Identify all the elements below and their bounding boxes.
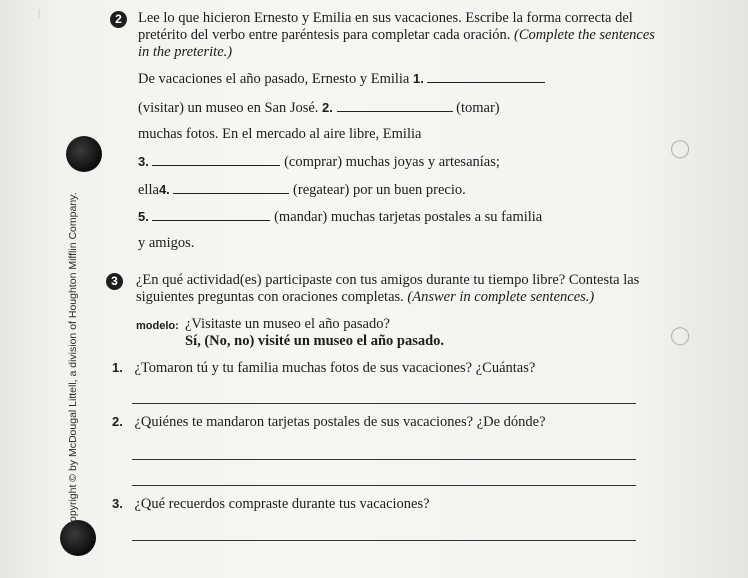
sentence-text: (regatear) por un buen precio. <box>293 182 466 198</box>
question-number: 3. <box>112 496 123 511</box>
instruction-english: (Answer in complete sentences.) <box>407 289 595 305</box>
question-3 <box>112 496 430 513</box>
modelo-answer: Sí, (No, no) visité un museo el año pasado. <box>185 333 445 349</box>
question-number: 1. <box>112 360 123 375</box>
modelo-question: ¿Visitaste un museo el año pasado? <box>185 316 390 332</box>
answer-line[interactable] <box>132 540 636 541</box>
sentence-text: (comprar) muchas joyas y artesanías; <box>284 154 500 170</box>
answer-blank-3[interactable] <box>152 153 280 166</box>
instruction-line: ¿En qué actividad(es) participaste con tus amigos durante tu tiempo libre? Contesta las <box>136 272 640 288</box>
bleed-through-mark: | <box>38 8 41 19</box>
exercise-3-instruction <box>136 272 639 306</box>
binder-hole-top <box>66 136 102 172</box>
question-text: ¿Quiénes te mandaron tarjetas postales de sus vacaciones? ¿De dónde? <box>134 414 546 430</box>
blank-number: 3. <box>138 154 149 169</box>
sentence-text: De vacaciones el año pasado, Ernesto y Emilia <box>138 71 410 87</box>
sentence-text: ella <box>138 182 159 198</box>
bleed-through-mark: ◯ <box>670 325 691 345</box>
answer-line[interactable] <box>132 459 636 460</box>
instruction-line: Lee lo que hicieron Ernesto y Emilia en sus vacaciones. Escribe la forma correcta del <box>138 10 633 26</box>
question-2 <box>112 414 546 431</box>
sentence-text: (visitar) un museo en San José. <box>138 100 319 116</box>
answer-blank-4[interactable] <box>173 181 289 194</box>
exercise-2-badge: 2 <box>110 11 127 28</box>
sentence-line-5 <box>138 181 466 199</box>
sentence-line-1 <box>138 70 545 88</box>
question-number: 2. <box>112 414 123 429</box>
question-text: ¿Tomaron tú y tu familia muchas fotos de sus vacaciones? ¿Cuántas? <box>134 360 536 376</box>
question-1 <box>112 360 535 377</box>
instruction-english: (Complete the sentences <box>514 27 655 43</box>
bleed-through-mark: ◯ <box>670 138 691 158</box>
sentence-line-7 <box>138 235 194 252</box>
answer-blank-2[interactable] <box>337 99 453 112</box>
modelo-label: modelo: <box>136 320 179 332</box>
answer-line[interactable] <box>132 403 636 404</box>
instruction-line: pretérito del verbo entre paréntesis para completar cada oración. <box>138 27 511 43</box>
sentence-text: muchas fotos. En el mercado al aire libre, Emilia <box>138 126 422 142</box>
blank-number: 2. <box>322 100 333 115</box>
answer-blank-5[interactable] <box>152 208 270 221</box>
blank-number: 1. <box>413 71 424 86</box>
exercise-2-instruction <box>138 10 655 61</box>
sentence-text: (mandar) muchas tarjetas postales a su familia <box>274 209 543 225</box>
blank-number: 5. <box>138 209 149 224</box>
blank-number: 4. <box>158 182 170 197</box>
sentence-line-2 <box>138 99 500 117</box>
question-text: ¿Qué recuerdos compraste durante tus vacaciones? <box>134 496 430 512</box>
verb-hint: (tomar) <box>456 100 500 116</box>
instruction-line: siguientes preguntas con oraciones completas. <box>136 289 404 305</box>
copyright-notice: Copyright © by McDougal Littell, a division of Houghton Mifflin Company. <box>67 192 79 530</box>
sentence-line-3 <box>138 126 421 143</box>
answer-line[interactable] <box>132 485 636 486</box>
sentence-line-4 <box>138 153 500 171</box>
sentence-text: y amigos. <box>138 235 195 251</box>
answer-blank-1[interactable] <box>427 70 545 83</box>
sentence-line-6 <box>138 208 542 226</box>
instruction-english: in the preterite.) <box>138 44 233 60</box>
exercise-3-badge: 3 <box>106 273 123 290</box>
